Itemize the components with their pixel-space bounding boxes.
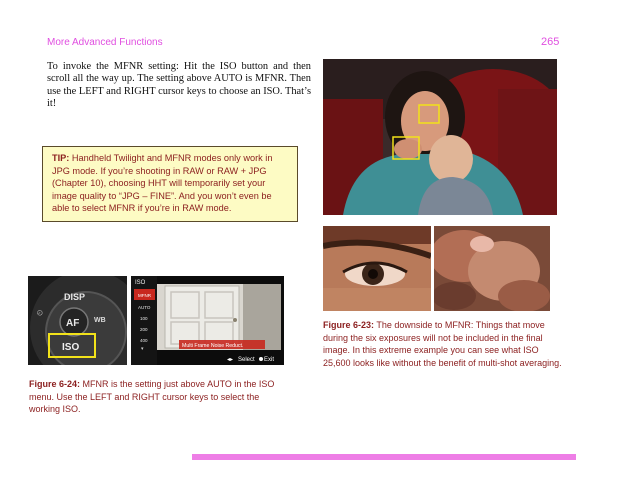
iso-menu-screen — [131, 276, 284, 365]
page-number: 265 — [541, 36, 560, 48]
tip-label: TIP: — [52, 153, 70, 163]
dial-af-label: AF — [66, 318, 80, 329]
dial-iso-label: ISO — [62, 342, 80, 353]
mode-banner-text: Multi Frame Noise Reduct. — [182, 343, 244, 349]
hand-crop-photo — [434, 226, 550, 311]
menu-option-400[interactable]: 400 — [140, 338, 148, 343]
arrows-icon: ◂▸ — [227, 357, 234, 363]
menu-option-auto[interactable]: AUTO — [138, 305, 151, 310]
running-header: More Advanced Functions — [47, 37, 163, 48]
tip-text: Handheld Twilight and MFNR modes only work in JPG mode. If you’re shooting in RAW or RAW + JPG (Chapter 10), choosing HHT will temporarily set your image quality to “JPG – FINE”. And you won’t even be able to select MFNR if you’re in RAW mode. — [52, 153, 273, 214]
menu-title: ISO — [135, 280, 146, 286]
figure-6-23-caption — [323, 319, 563, 369]
footer-bar — [192, 454, 576, 460]
tip-box — [42, 146, 298, 222]
footer-select: Select — [238, 357, 255, 363]
figure-6-24-caption — [29, 378, 291, 416]
self-timer-icon: ⏲ — [34, 308, 46, 318]
figure-6-24-label: Figure 6-24: — [29, 379, 81, 389]
figure-6-23-label: Figure 6-23: — [323, 320, 375, 330]
menu-option-mfnr[interactable]: MFNR — [138, 293, 151, 298]
menu-option-100[interactable]: 100 — [140, 316, 148, 321]
chevron-down-icon: ▾ — [141, 346, 144, 352]
camera-dial-photo — [28, 276, 127, 365]
menu-option-200[interactable]: 200 — [140, 327, 148, 332]
figure-6-24-text: MFNR is the setting just above AUTO in the ISO menu. Use the LEFT and RIGHT cursor keys to select the working ISO. — [29, 379, 275, 415]
dial-disp-label: DISP — [64, 292, 86, 302]
dial-wb-label: WB — [94, 317, 106, 324]
footer-exit: Exit — [264, 357, 275, 363]
center-button-icon — [259, 357, 263, 361]
body-paragraph: To invoke the MFNR setting: Hit the ISO button and then scroll all the way up. The setting above AUTO is MFNR. Then use the LEFT and RIGHT cursor keys to choose an ISO. That’s it! — [47, 61, 311, 109]
eye-crop-photo — [323, 226, 431, 311]
figure-6-23-text: The downside to MFNR: Things that move during the six exposures will not be included in the final image. In this extreme example you can see what ISO 25,600 looks like without the benefit of multi-shot averaging. — [323, 320, 562, 368]
mother-baby-photo — [323, 59, 557, 215]
